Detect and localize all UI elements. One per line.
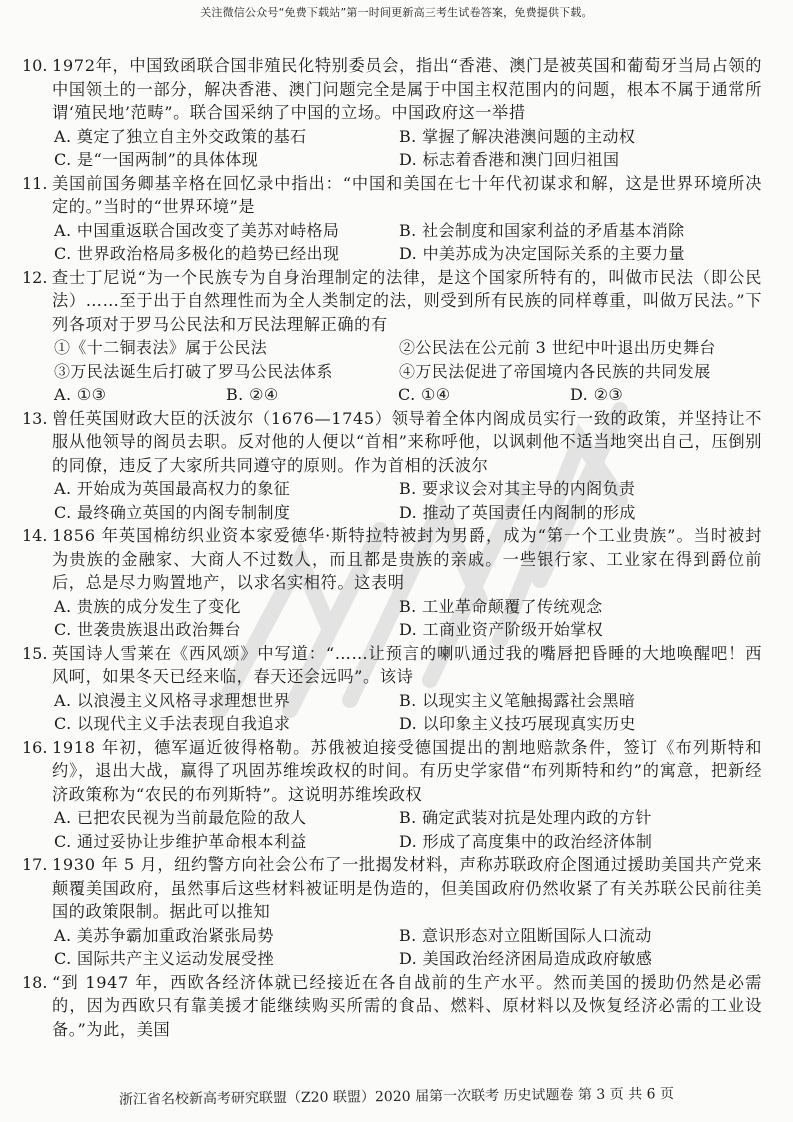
option-b: B. ②④ (226, 385, 279, 404)
option-b: B. 确定武装对抗是处理内政的方针 (399, 808, 652, 827)
question-18 (22, 971, 762, 1042)
option-b: B. 工业革命颠覆了传统观念 (399, 596, 603, 616)
option-d: D. 标志着香港和澳门回归祖国 (399, 150, 620, 169)
options (54, 595, 762, 642)
question-12 (22, 266, 762, 407)
question-stem: 1918 年初，德军逼近彼得格勒。苏俄被迫接受德国提出的割地赔款条件，签订《布列斯特和约》，退出大战，赢得了巩固苏维埃政权的时间。有历史学家借“布列斯特和约”的寓意，把新经济政策称为“农民的布列斯特”。这说明苏维埃政权 (52, 737, 762, 804)
options (54, 125, 762, 172)
option-b: B. 社会制度和国家利益的矛盾基本消除 (399, 220, 685, 240)
question-number: 15. (22, 643, 48, 663)
option-a: A. 以浪漫主义风格寻求理想世界 (54, 690, 291, 710)
options (54, 477, 762, 524)
exam-content (22, 54, 762, 1041)
page-footer: 浙江省名校新高考研究联盟（Z20 联盟）2020 届第一次联考 历史试题卷 第 3 页 共 6 页 (118, 1086, 675, 1108)
option-b: B. 意识形态对立阻断国际人口流动 (399, 925, 652, 945)
question-14 (22, 524, 762, 642)
question-number: 14. (22, 526, 48, 545)
option-a: A. ①③ (54, 385, 107, 404)
option-d: D. 形成了高度集中的政治经济体制 (399, 831, 653, 851)
question-stem: 1972年，中国致函联合国非殖民化特别委员会，指出“香港、澳门是被英国和葡萄牙当局占领的中国领土的一部分，解决香港、澳门问题完全是属于中国主权范围内的问题，根本不属于通常所谓‘殖民地’范畴”。联合国采纳了中国的立场。中国政府这一举措 (52, 56, 762, 122)
option-d: D. 美国政治经济困局造成政府敏感 (399, 949, 653, 968)
option-a: A. 开始成为英国最高权力的象征 (54, 479, 291, 498)
options (54, 924, 762, 971)
question-number: 16. (22, 737, 48, 757)
question-11 (22, 172, 762, 266)
question-stem: 英国诗人雪莱在《西风颂》中写道：“……让预言的喇叭通过我的嘴唇把昏睡的大地唤醒吧！西风呵，如果冬天已经来临，春天还会远吗”。该诗 (52, 643, 762, 686)
question-stem: 查士丁尼说“为一个民族专为自身治理制定的法律，是这个国家所特有的，叫做市民法（即公民法）……至于出于自然理性而为全人类制定的法，则受到所有民族的同样尊重，叫做万民法。”下列各项对于罗马公民法和万民法理解正确的有 (52, 267, 762, 334)
question-stem: 曾任英国财政大臣的沃波尔（1676—1745）领导着全体内阁成员实行一致的政策，并坚持让不服从他领导的阁员去职。反对他的人便以“首相”来称呼他，以讽刺他不适当地突出自己，压倒别的同僚，违反了大家所共同遵守的原则。作为首相的沃波尔 (52, 408, 762, 475)
option-c: C. ①④ (398, 385, 451, 404)
option-c: C. 是“一国两制”的具体体现 (54, 150, 259, 169)
option-a: A. 中国重返联合国改变了美苏对峙格局 (54, 220, 340, 240)
question-10 (22, 54, 762, 172)
question-number: 12. (22, 267, 48, 287)
option-b: B. 掌握了解决港澳问题的主动权 (399, 126, 636, 146)
option-c: C. 以现代主义手法表现自我追求 (54, 714, 291, 733)
option-d: D. 工商业资产阶级开始掌权 (399, 620, 604, 639)
option-b: B. 以现实主义笔触揭露社会黑暗 (399, 690, 636, 710)
option-c: C. 世界政治格局多极化的趋势已经出现 (54, 244, 340, 263)
question-stem: 1856 年英国棉纺织业资本家爱德华·斯特拉特被封为男爵，成为“第一个工业贵族”。当时被封为贵族的金融家、大商人不过数人，而且都是贵族的亲戚。一些银行家、工业家在得到爵位前后，总是尽力购置地产，以求名实相符。这表明 (52, 526, 762, 592)
statement-1: ①《十二铜表法》属于公民法 (54, 338, 268, 357)
option-c: C. 通过妥协让步维护革命根本利益 (54, 831, 307, 851)
option-c: C. 最终确立英国的内阁专制制度 (54, 502, 291, 522)
option-a: A. 已把农民视为当前最危险的敌人 (54, 808, 307, 827)
question-number: 13. (22, 408, 48, 428)
question-stem: “到 1947 年，西欧各经济体就已经接近在各自战前的生产水平。然而美国的援助仍然是必需的，因为西欧只有靠美援才能继续购买所需的食品、燃料、原材料以及恢复经济必需的工业设备。”为此，美国 (52, 972, 762, 1039)
option-d: D. 以印象主义技巧展现真实历史 (399, 714, 636, 733)
option-c: C. 国际共产主义运动发展受挫 (54, 949, 274, 968)
question-13 (22, 407, 762, 525)
statement-3: ③万民法诞生后打破了罗马公民法体系 (54, 361, 333, 381)
option-d: D. 中美苏成为决定国际关系的主要力量 (399, 244, 686, 263)
question-number: 10. (22, 56, 48, 75)
question-16 (22, 736, 762, 854)
option-b: B. 要求议会对其主导的内阁负责 (399, 479, 636, 498)
option-d: D. 推动了英国责任内阁制的形成 (399, 502, 636, 522)
question-15 (22, 642, 762, 736)
options (54, 689, 762, 736)
question-number: 18. (22, 972, 48, 992)
question-stem: 美国前国务卿基辛格在回忆录中指出：“中国和美国在七十年代初谋求和解，这是世界环境所决定的。”当时的“世界环境”是 (52, 173, 762, 216)
options (54, 219, 762, 266)
option-a: A. 奠定了独立自主外交政策的基石 (54, 126, 307, 146)
question-17 (22, 853, 762, 971)
options (54, 806, 762, 853)
question-number: 11. (22, 173, 48, 193)
option-c: C. 世袭贵族退出政治舞台 (54, 620, 242, 639)
question-stem: 1930 年 5 月，纽约警方向社会公布了一批揭发材料，声称苏联政府企图通过援助美国共产党来颠覆美国政府，虽然事后这些材料被证明是伪造的，但美国政府仍然收紧了有关苏联公民前往美国的政策限制。据此可以推知 (52, 855, 762, 921)
options (54, 383, 762, 407)
option-d: D. ②③ (570, 385, 624, 404)
statements (54, 336, 762, 383)
question-number: 17. (22, 855, 48, 874)
top-notice: 关注微信公众号“免费下载站”第一时间更新高三考生试卷答案，免费提供下载。 (200, 6, 593, 19)
option-a: A. 美苏争霸加重政治紧张局势 (54, 925, 274, 945)
option-a: A. 贵族的成分发生了变化 (54, 596, 241, 616)
statement-2: ②公民法在公元前 3 世纪中叶退出历史舞台 (399, 338, 716, 357)
statement-4: ④万民法促进了帝国境内各民族的共同发展 (399, 361, 711, 381)
